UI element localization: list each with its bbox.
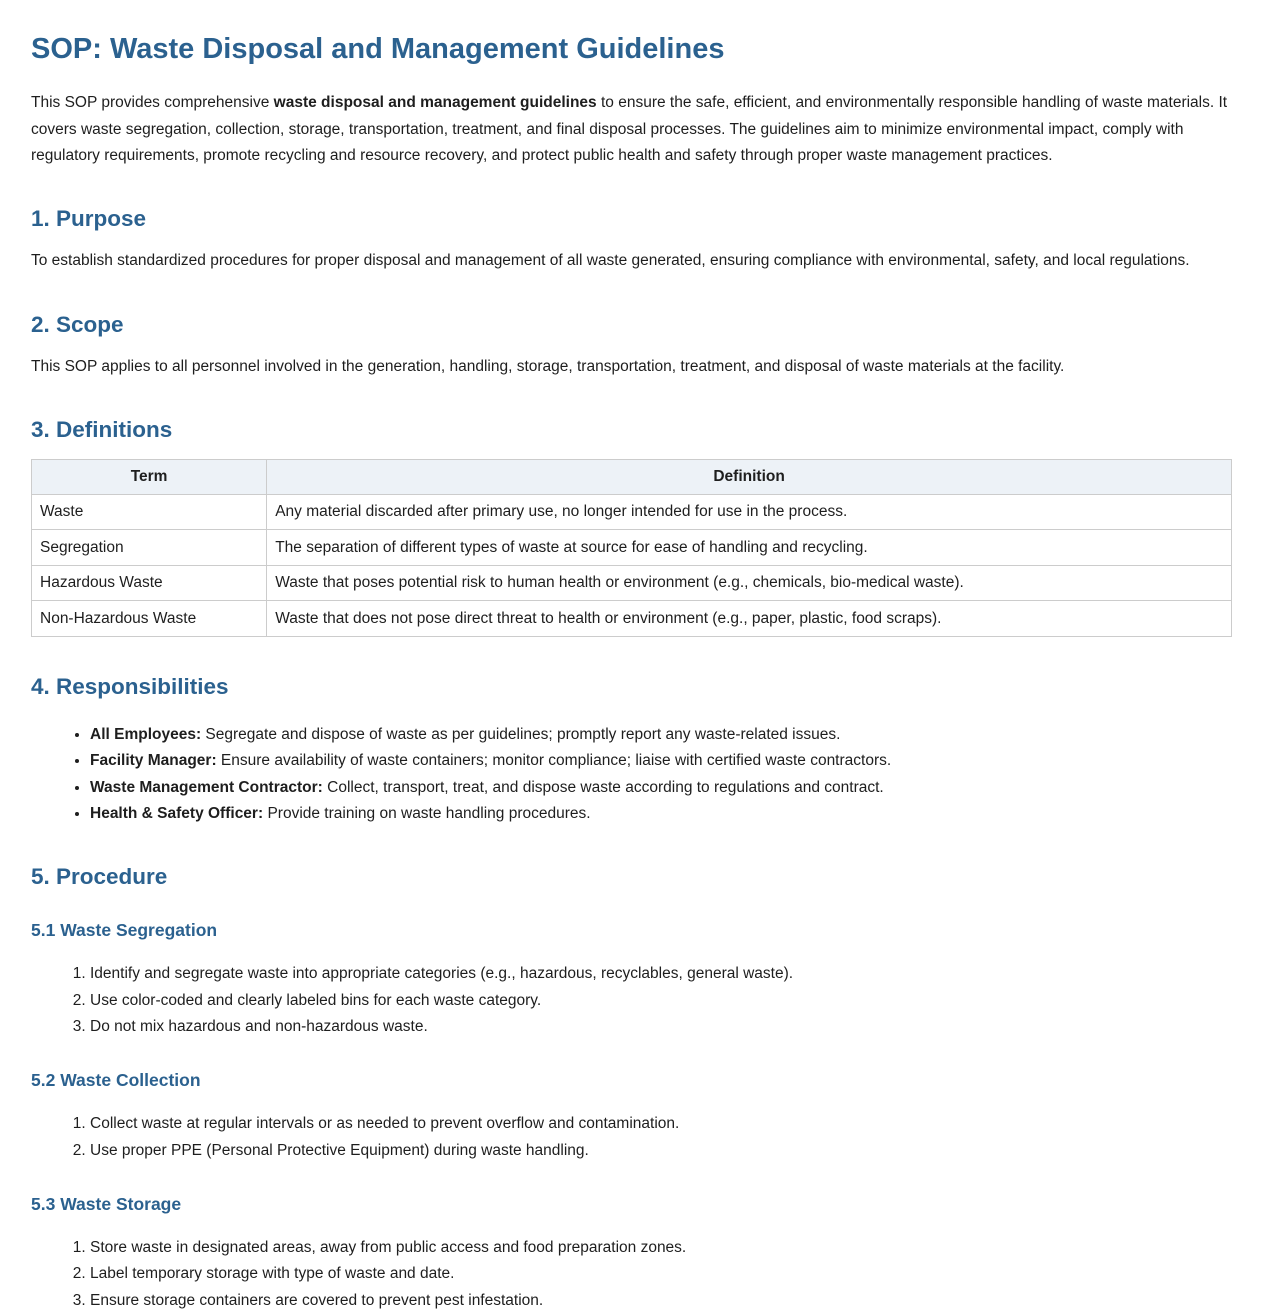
role-label: Waste Management Contractor: — [90, 778, 323, 796]
procedure-step: 1. Store waste in designated areas, away from public access and food preparation zones. — [90, 1235, 1232, 1261]
table-header-definition: Definition — [267, 460, 1232, 495]
definition-cell: Waste that does not pose direct threat to health or environment (e.g., paper, plastic, food scraps). — [267, 601, 1232, 637]
responsibility-item-facility-manager — [90, 748, 1232, 774]
waste-segregation-steps — [31, 961, 1232, 1040]
responsibility-item-health-safety-officer — [90, 801, 1232, 827]
term-cell: Waste — [32, 494, 267, 530]
procedure-step: 2. Use color-coded and clearly labeled bins for each waste category. — [90, 988, 1232, 1014]
section-heading-definitions: 3. Definitions — [31, 417, 173, 443]
procedure-step: 3. Ensure storage containers are covered to prevent pest infestation. — [90, 1288, 1232, 1314]
table-row-hazardous-waste — [32, 565, 1232, 601]
role-description: Ensure availability of waste containers; monitor compliance; liaise with certified waste contractors. — [216, 752, 892, 770]
responsibility-item-all-employees — [90, 722, 1232, 748]
role-description: Provide training on waste handling procedures. — [263, 804, 591, 822]
role-description: Collect, transport, treat, and dispose waste according to regulations and contract. — [322, 778, 884, 796]
term-cell: Non-Hazardous Waste — [32, 601, 267, 637]
definition-cell: Any material discarded after primary use, no longer intended for use in the process. — [267, 494, 1232, 530]
definition-cell: Waste that poses potential risk to human health or environment (e.g., chemicals, bio-medical waste). — [267, 565, 1232, 601]
subsection-heading-waste-collection: 5.2 Waste Collection — [31, 1070, 201, 1091]
procedure-step: 2. Use proper PPE (Personal Protective Equipment) during waste handling. — [90, 1138, 1232, 1164]
section-heading-procedure: 5. Procedure — [31, 864, 168, 890]
procedure-step: 1. Collect waste at regular intervals or as needed to prevent overflow and contamination. — [90, 1111, 1232, 1137]
role-label: Health & Safety Officer: — [90, 804, 264, 822]
section-heading-scope: 2. Scope — [31, 311, 124, 337]
section-heading-responsibilities: 4. Responsibilities — [31, 673, 229, 699]
section-heading-purpose: 1. Purpose — [31, 206, 147, 232]
definitions-table — [31, 459, 1232, 637]
table-row-waste — [32, 494, 1232, 530]
procedure-step: 1. Identify and segregate waste into appropriate categories (e.g., hazardous, recyclables, general waste). — [90, 961, 1232, 987]
table-header-term: Term — [32, 460, 267, 495]
table-row-segregation — [32, 530, 1232, 566]
table-row-non-hazardous-waste — [32, 601, 1232, 637]
waste-storage-steps — [31, 1235, 1232, 1314]
procedure-step: 2. Label temporary storage with type of waste and date. — [90, 1261, 1232, 1287]
intro-bold-phrase: waste disposal and management guidelines — [273, 94, 597, 112]
definitions-table-header-row — [32, 460, 1232, 495]
responsibility-item-waste-management-contractor — [90, 775, 1232, 801]
subsection-heading-waste-storage: 5.3 Waste Storage — [31, 1193, 182, 1214]
procedure-step: 3. Do not mix hazardous and non-hazardous waste. — [90, 1014, 1232, 1040]
term-cell: Segregation — [32, 530, 267, 566]
page-title: SOP: Waste Disposal and Management Guidelines — [31, 33, 725, 65]
responsibilities-list — [31, 722, 1232, 827]
role-description: Segregate and dispose of waste as per guidelines; promptly report any waste-related issues. — [201, 725, 841, 743]
definition-cell: The separation of different types of waste at source for ease of handling and recycling. — [267, 530, 1232, 566]
waste-collection-steps — [31, 1111, 1232, 1164]
purpose-text: To establish standardized procedures for proper disposal and management of all waste generated, ensuring compliance with environmental, safety, and local regulations. — [31, 252, 1190, 270]
role-label: All Employees: — [90, 725, 202, 743]
term-cell: Hazardous Waste — [32, 565, 267, 601]
scope-text: This SOP applies to all personnel involved in the generation, handling, storage, transportation, treatment, and disposal of waste materials at the facility. — [31, 357, 1065, 375]
intro-text-before: This SOP provides comprehensive — [31, 94, 274, 112]
role-label: Facility Manager: — [90, 752, 217, 770]
intro-paragraph — [31, 90, 1232, 169]
intro-text-after: to ensure the safe, efficient, and environmentally responsible handling of waste materials. It covers waste segregation, collection, storage, transportation, treatment, and final disposal processes. The guidelines aim to minimize environmental impact, comply with regulatory requirements, promote recycling and resource recovery, and protect public health and safety through proper waste management practices. — [31, 94, 1228, 165]
subsection-heading-waste-segregation: 5.1 Waste Segregation — [31, 920, 218, 941]
